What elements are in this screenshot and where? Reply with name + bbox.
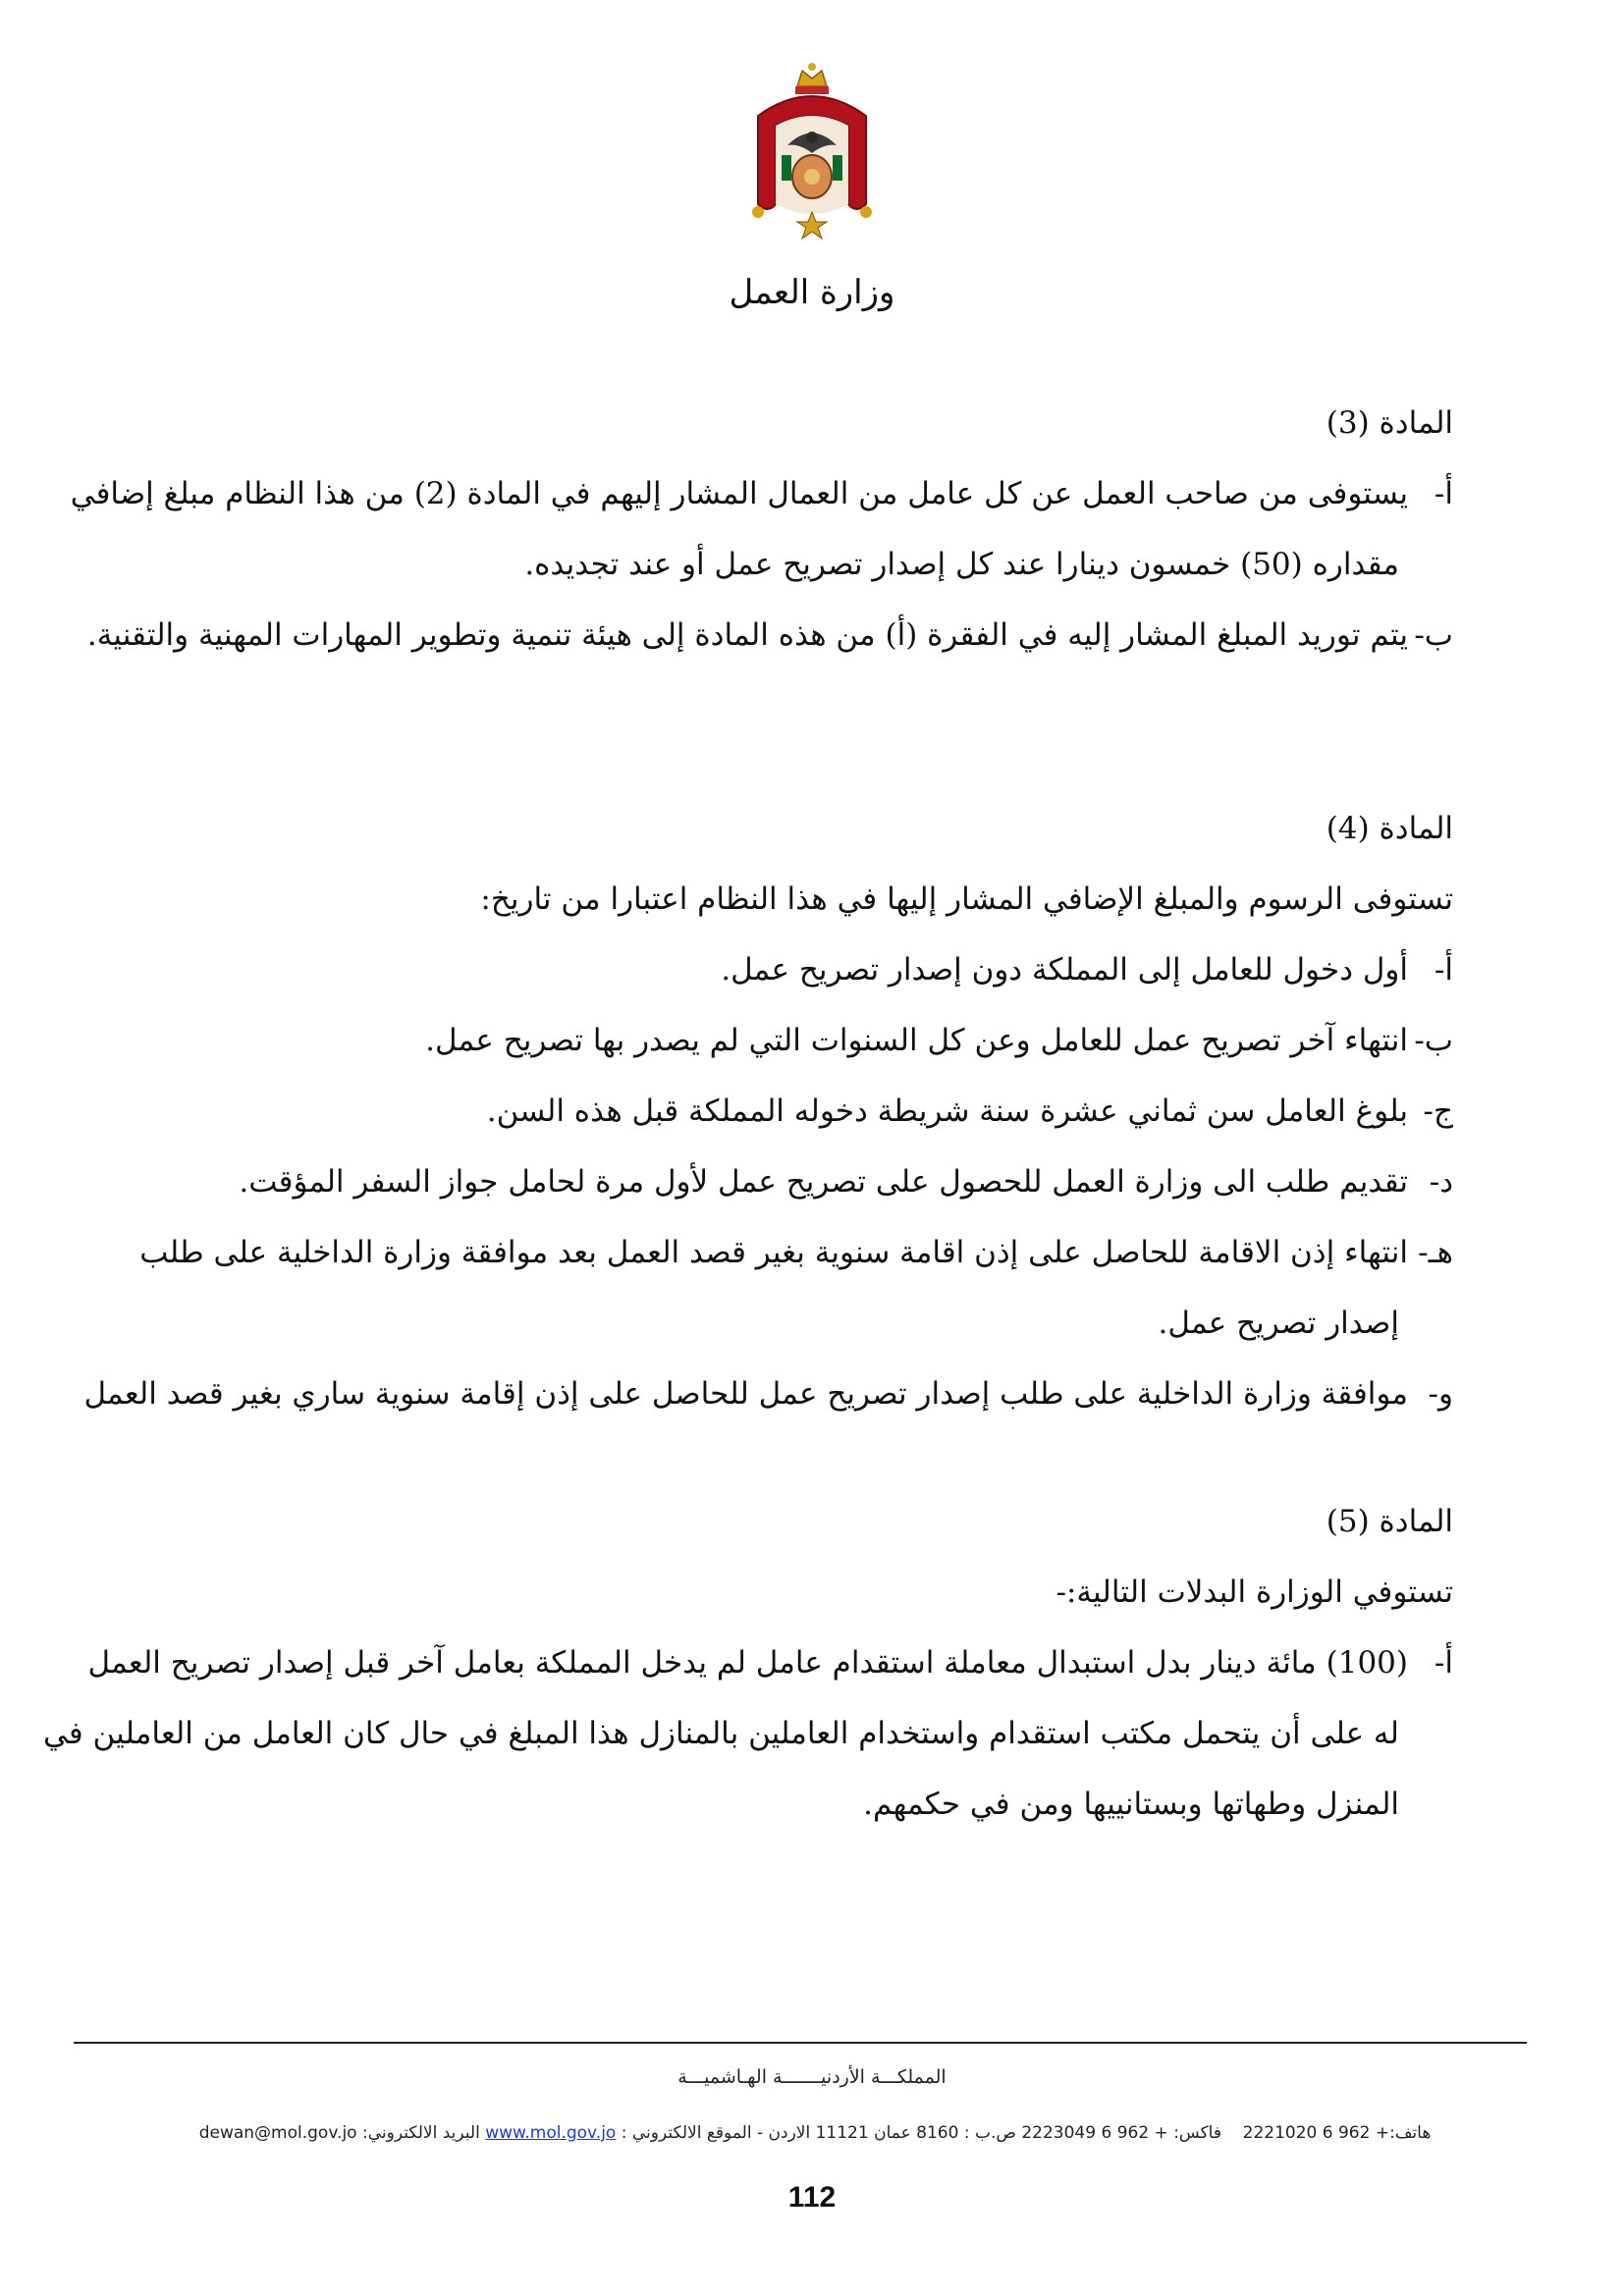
footer-pobox: ص.ب : 8160 عمان 11121 الاردن xyxy=(768,2123,1016,2143)
list-item-continuation: المنزل وطهاتها وبستانييها ومن في حكمهم. xyxy=(863,1787,1399,1822)
email-link[interactable]: dewan@mol.gov.jo xyxy=(198,2123,357,2143)
article-5 xyxy=(43,1486,1453,1840)
list-item: د-تقديم طلب الى وزارة العمل للحصول على تصريح عمل لأول مرة لحامل جواز السفر المؤقت. xyxy=(239,1164,1453,1200)
list-item: أ-(100) مائة دينار بدل استبدال معاملة استقدام عامل لم يدخل المملكة بعامل آخر قبل إصدار تصريح العمل xyxy=(87,1645,1453,1681)
footer-divider xyxy=(74,2042,1527,2044)
list-item: أ-يستوفى من صاحب العمل عن كل عامل من العمال المشار إليهم في المادة (2) من هذا النظام مبلغ إضافي xyxy=(70,476,1453,511)
page-header xyxy=(0,57,1624,312)
document-body xyxy=(43,388,1453,1840)
list-item: ب-يتم توريد المبلغ المشار إليه في الفقرة (أ) من هذه المادة إلى هيئة تنمية وتطوير المهارات المهنية والتقنية. xyxy=(86,617,1453,653)
footer-website-label: - الموقع الالكتروني : xyxy=(621,2123,764,2143)
article-3 xyxy=(70,388,1453,670)
article-title: المادة (3) xyxy=(1326,405,1453,441)
list-item: ج-بلوغ العامل سن ثماني عشرة سنة شريطة دخوله المملكة قبل هذه السن. xyxy=(486,1094,1453,1129)
list-item-continuation: له على أن يتحمل مكتب استقدام واستخدام العاملين بالمنازل هذا المبلغ في حال كان العامل من العاملين في xyxy=(43,1716,1399,1751)
list-item: أ-أول دخول للعامل إلى المملكة دون إصدار تصريح عمل. xyxy=(721,952,1453,988)
footer-email-label: البريد الالكتروني: xyxy=(362,2123,480,2143)
ministry-name: وزارة العمل xyxy=(729,273,895,312)
article-title: المادة (5) xyxy=(1326,1504,1453,1539)
article-4 xyxy=(83,793,1453,1429)
article-intro: تستوفى الرسوم والمبلغ الإضافي المشار إليها في هذا النظام اعتبارا من تاريخ: xyxy=(480,881,1453,917)
list-item: ب-انتهاء آخر تصريح عمل للعامل وعن كل السنوات التي لم يصدر بها تصريح عمل. xyxy=(425,1023,1453,1058)
list-item: و-موافقة وزارة الداخلية على طلب إصدار تصريح عمل للحاصل على إذن إقامة سنوية ساري بغير قصد العمل xyxy=(83,1376,1453,1412)
footer-country: المملكـــة الأردنيـــــــة الهـاشميـــة xyxy=(677,2066,947,2088)
list-item-continuation: مقداره (50) خمسون دينارا عند كل إصدار تصريح عمل أو عند تجديده. xyxy=(524,547,1399,582)
page-number: 112 xyxy=(787,2181,837,2214)
article-intro: تستوفي الوزارة البدلات التالية:- xyxy=(1056,1575,1453,1610)
footer-contact xyxy=(59,2123,1571,2143)
article-title: المادة (4) xyxy=(1326,811,1453,846)
footer-fax: فاكس: + 962 6 2223049 xyxy=(1021,2123,1221,2143)
list-item: هـ-انتهاء إذن الاقامة للحاصل على إذن اقامة سنوية بغير قصد العمل بعد موافقة وزارة الداخلية على طلب xyxy=(139,1235,1453,1270)
list-item-continuation: إصدار تصريح عمل. xyxy=(1158,1306,1399,1341)
footer-phone: هاتف:+ 962 6 2221020 xyxy=(1242,2123,1432,2143)
website-link[interactable]: www.mol.gov.jo xyxy=(485,2123,617,2143)
jordan-coat-of-arms-icon xyxy=(719,57,905,253)
